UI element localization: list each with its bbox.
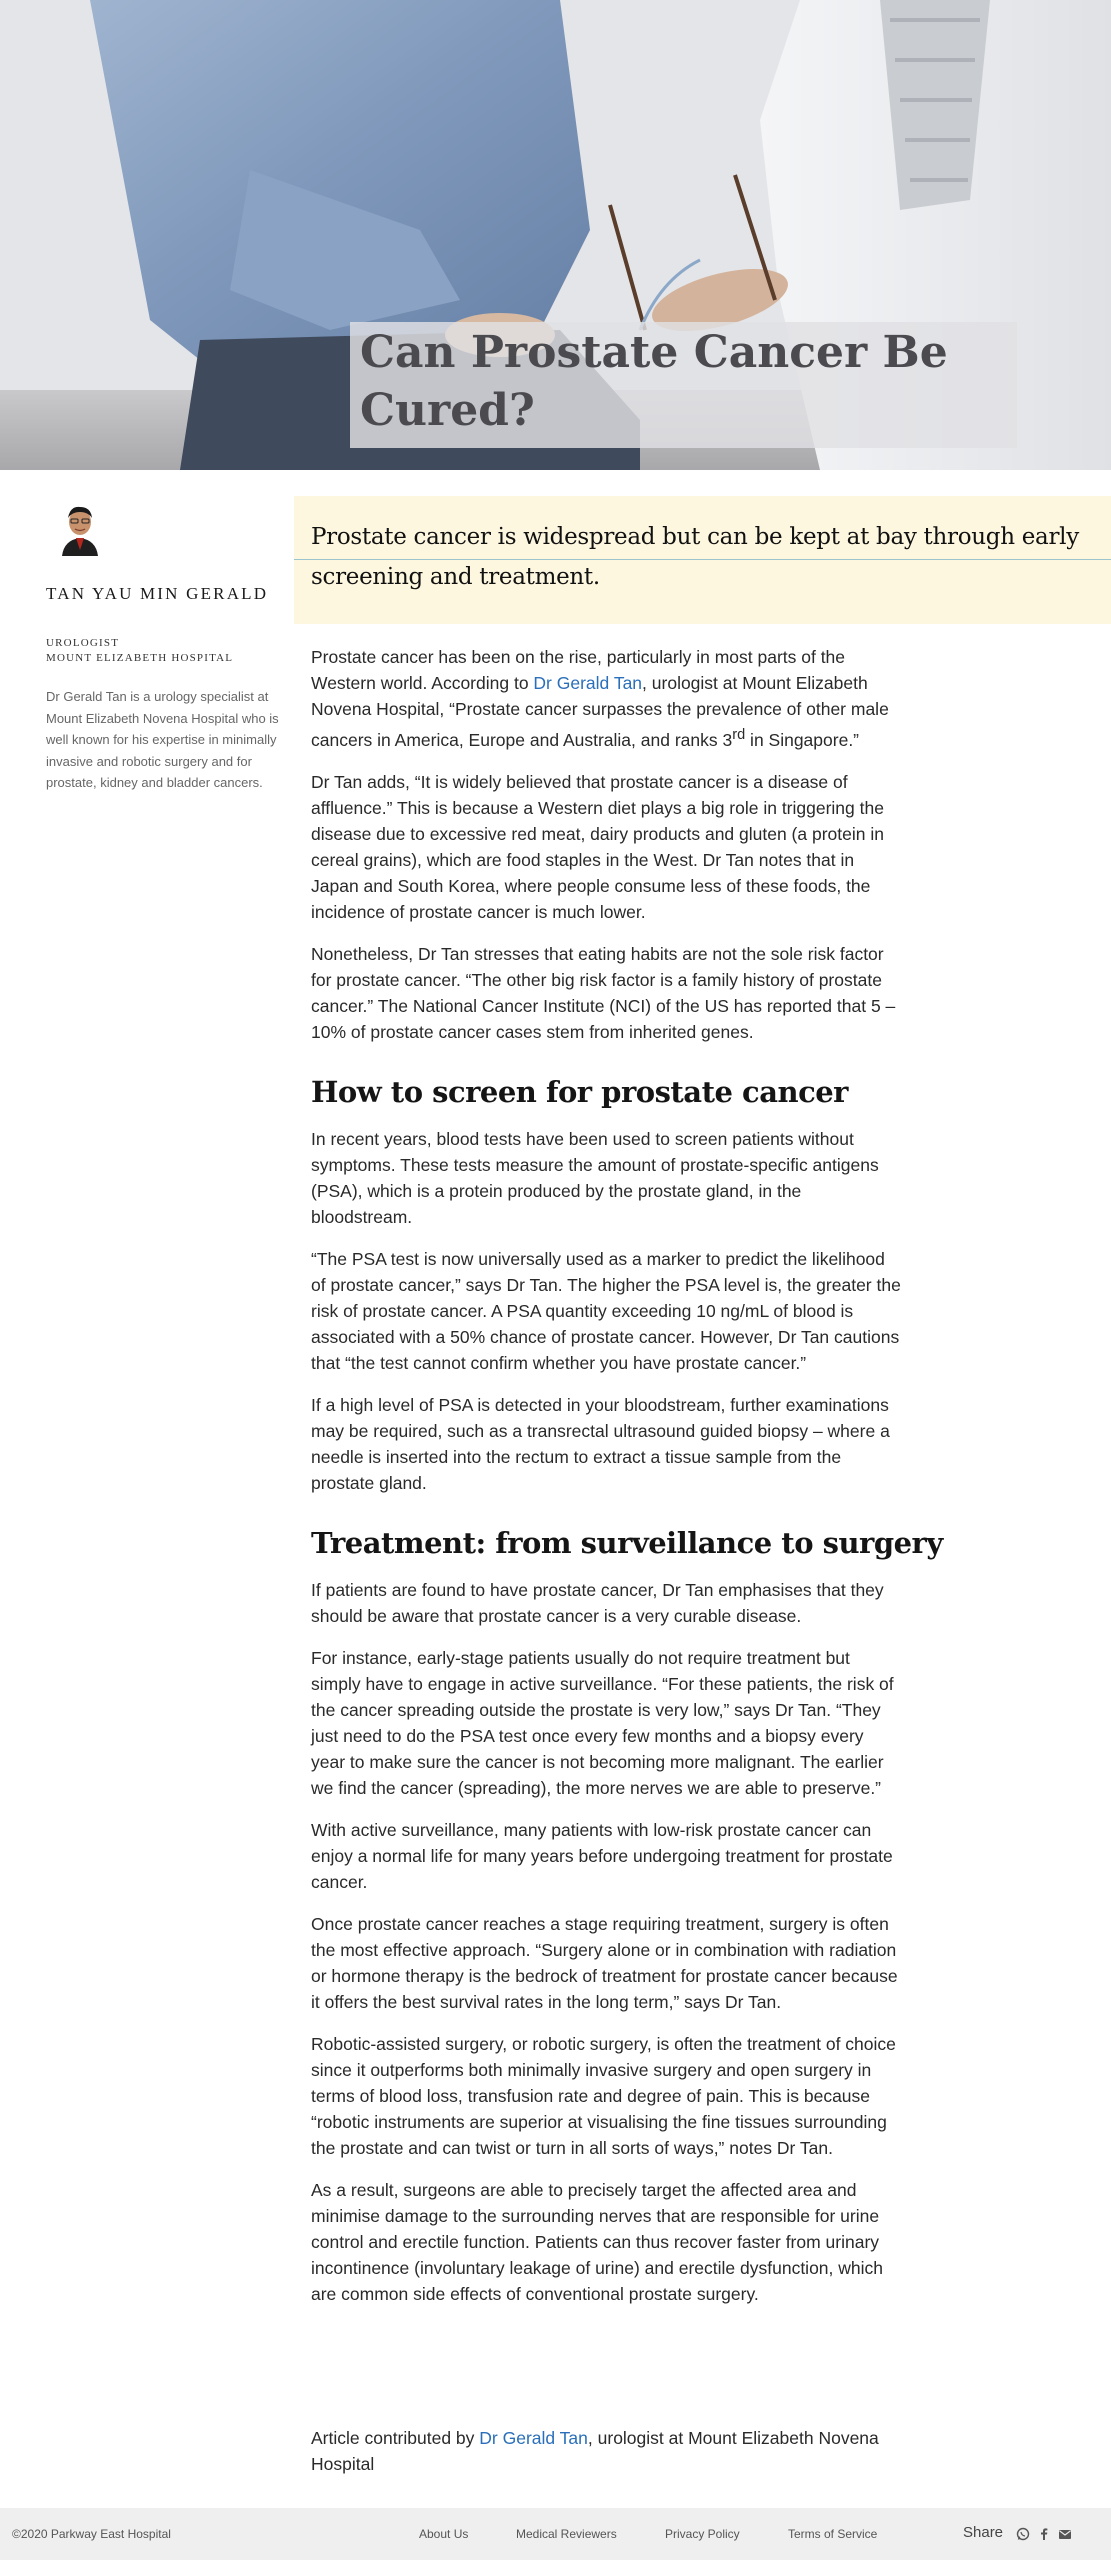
hero-banner xyxy=(0,0,1111,470)
site-footer xyxy=(0,2508,1111,2560)
paragraph: Robotic-assisted surgery, or robotic surgery, is often the treatment of choice since it outperforms both minimally invasive surgery and open surgery in terms of blood loss, transfusion rate and degree of pain. This is because “robotic instruments are superior at visualising the fine tissues surrounding the prostate and can twist or turn in all sorts of ways,” notes Dr Tan. xyxy=(311,2033,896,2158)
section-heading-treatment: Treatment: from surveillance to surgery xyxy=(311,1525,943,1560)
lead-summary: Prostate cancer is widespread but can be kept at bay through early screening and treatment. xyxy=(311,524,1079,590)
facebook-icon[interactable] xyxy=(1037,2527,1051,2541)
article-credit xyxy=(311,2425,901,2477)
share-label: Share xyxy=(963,2524,1004,2541)
paragraph: With active surveillance, many patients with low-risk prostate cancer can enjoy a normal life for many years before undergoing treatment for prostate cancer. xyxy=(311,1819,893,1892)
paragraph-text: Prostate cancer has been on the rise, particularly in most parts of the Western world. According to xyxy=(311,647,846,693)
ordinal-superscript: rd xyxy=(732,727,746,743)
author-link[interactable]: Dr Gerald Tan xyxy=(533,673,643,693)
section-heading-screening: How to screen for prostate cancer xyxy=(311,1074,848,1109)
credit-text: Article contributed by xyxy=(311,2428,480,2448)
paragraph: As a result, surgeons are able to precisely target the affected area and minimise damage to the surrounding nerves that are responsible for urine control and erectile function. Patients can thus recover faster from urinary incontinence (involuntary leakage of urine) and erectile dysfunction, which are common side effects of conventional prostate surgery. xyxy=(311,2179,883,2304)
email-icon[interactable] xyxy=(1058,2527,1072,2541)
credit-text: , urologist at Mount Elizabeth Novena Hospital xyxy=(311,2428,879,2474)
paragraph: Dr Tan adds, “It is widely believed that prostate cancer is a disease of affluence.” This is because a Western diet plays a big role in triggering the disease due to excessive red meat, dairy products and gluten (a protein in cereal grains), which are food staples in the West. Dr Tan notes that in Japan and South Korea, where people consume less of these foods, the incidence of prostate cancer is much lower. xyxy=(311,771,884,922)
author-name: TAN YAU MIN GERALD xyxy=(46,584,269,603)
paragraph-text: , urologist at Mount Elizabeth Novena Hospital, “Prostate cancer surpasses the prevalence of other male cancers in America, Europe and Australia, and ranks 3 xyxy=(311,673,889,750)
paragraph: Once prostate cancer reaches a stage requiring treatment, surgery is often the most effective approach. “Surgery alone or in combination with radiation or hormone therapy is the bedrock of treatment for prostate cancer because it offers the best survival rates in the long term,” says Dr Tan. xyxy=(311,1913,898,2012)
footer-link-terms-of-service[interactable]: Terms of Service xyxy=(788,2527,878,2541)
footer-link-medical-reviewers[interactable]: Medical Reviewers xyxy=(516,2527,617,2541)
author-avatar xyxy=(56,500,104,556)
paragraph xyxy=(311,644,901,753)
paragraph: If a high level of PSA is detected in your bloodstream, further examinations may be required, such as a transrectal ultrasound guided biopsy – where a needle is inserted into the rectum to extract a tissue sample from the prostate gland. xyxy=(311,1394,890,1493)
author-role-hospital: MOUNT ELIZABETH HOSPITAL xyxy=(46,652,234,664)
paragraph: If patients are found to have prostate cancer, Dr Tan emphasises that they should be aware that prostate cancer is a very curable disease. xyxy=(311,1579,884,1626)
whatsapp-icon[interactable] xyxy=(1016,2527,1030,2541)
page-title: Can Prostate Cancer Be Cured? xyxy=(360,327,948,436)
article-body xyxy=(311,644,943,2323)
paragraph: For instance, early-stage patients usually do not require treatment but simply have to engage in active surveillance. “For these patients, the risk of the cancer spreading outside the prostate is very low,” says Dr Tan. “They just need to do the PSA test once every few months and a biopsy every year to make sure the cancer is not becoming more malignant. The earlier we find the cancer (spreading), the more nerves we are able to preserve.” xyxy=(311,1647,894,1798)
paragraph-text: in Singapore.” xyxy=(745,729,860,750)
credit-author-link[interactable]: Dr Gerald Tan xyxy=(479,2428,588,2448)
copyright: ©2020 Parkway East Hospital xyxy=(12,2527,171,2541)
paragraph: Nonetheless, Dr Tan stresses that eating habits are not the sole risk factor for prostate cancer. “The other big risk factor is a family history of prostate cancer.” The National Cancer Institute (NCI) of the US has reported that 5 – 10% of prostate cancer cases stem from inherited genes. xyxy=(311,943,896,1042)
author-bio: Dr Gerald Tan is a urology specialist at Mount Elizabeth Novena Hospital who is well known for his expertise in minimally invasive and robotic surgery and for prostate, kidney and bladder cancers. xyxy=(46,689,279,790)
footer-link-privacy-policy[interactable]: Privacy Policy xyxy=(665,2527,740,2541)
paragraph: In recent years, blood tests have been used to screen patients without symptoms. These tests measure the amount of prostate-specific antigens (PSA), which is a protein produced by the prostate gland, in the bloodstream. xyxy=(311,1128,879,1227)
author-role-title: UROLOGIST xyxy=(46,637,120,649)
author-role xyxy=(46,636,233,666)
paragraph: “The PSA test is now universally used as a marker to predict the likelihood of prostate cancer,” says Dr Tan. The higher the PSA level is, the greater the risk of prostate cancer. A PSA quantity exceeding 10 ng/mL of blood is associated with a 50% chance of prostate cancer. However, Dr Tan cautions that “the test cannot confirm whether you have prostate cancer.” xyxy=(311,1248,901,1373)
footer-link-about-us[interactable]: About Us xyxy=(419,2527,469,2541)
